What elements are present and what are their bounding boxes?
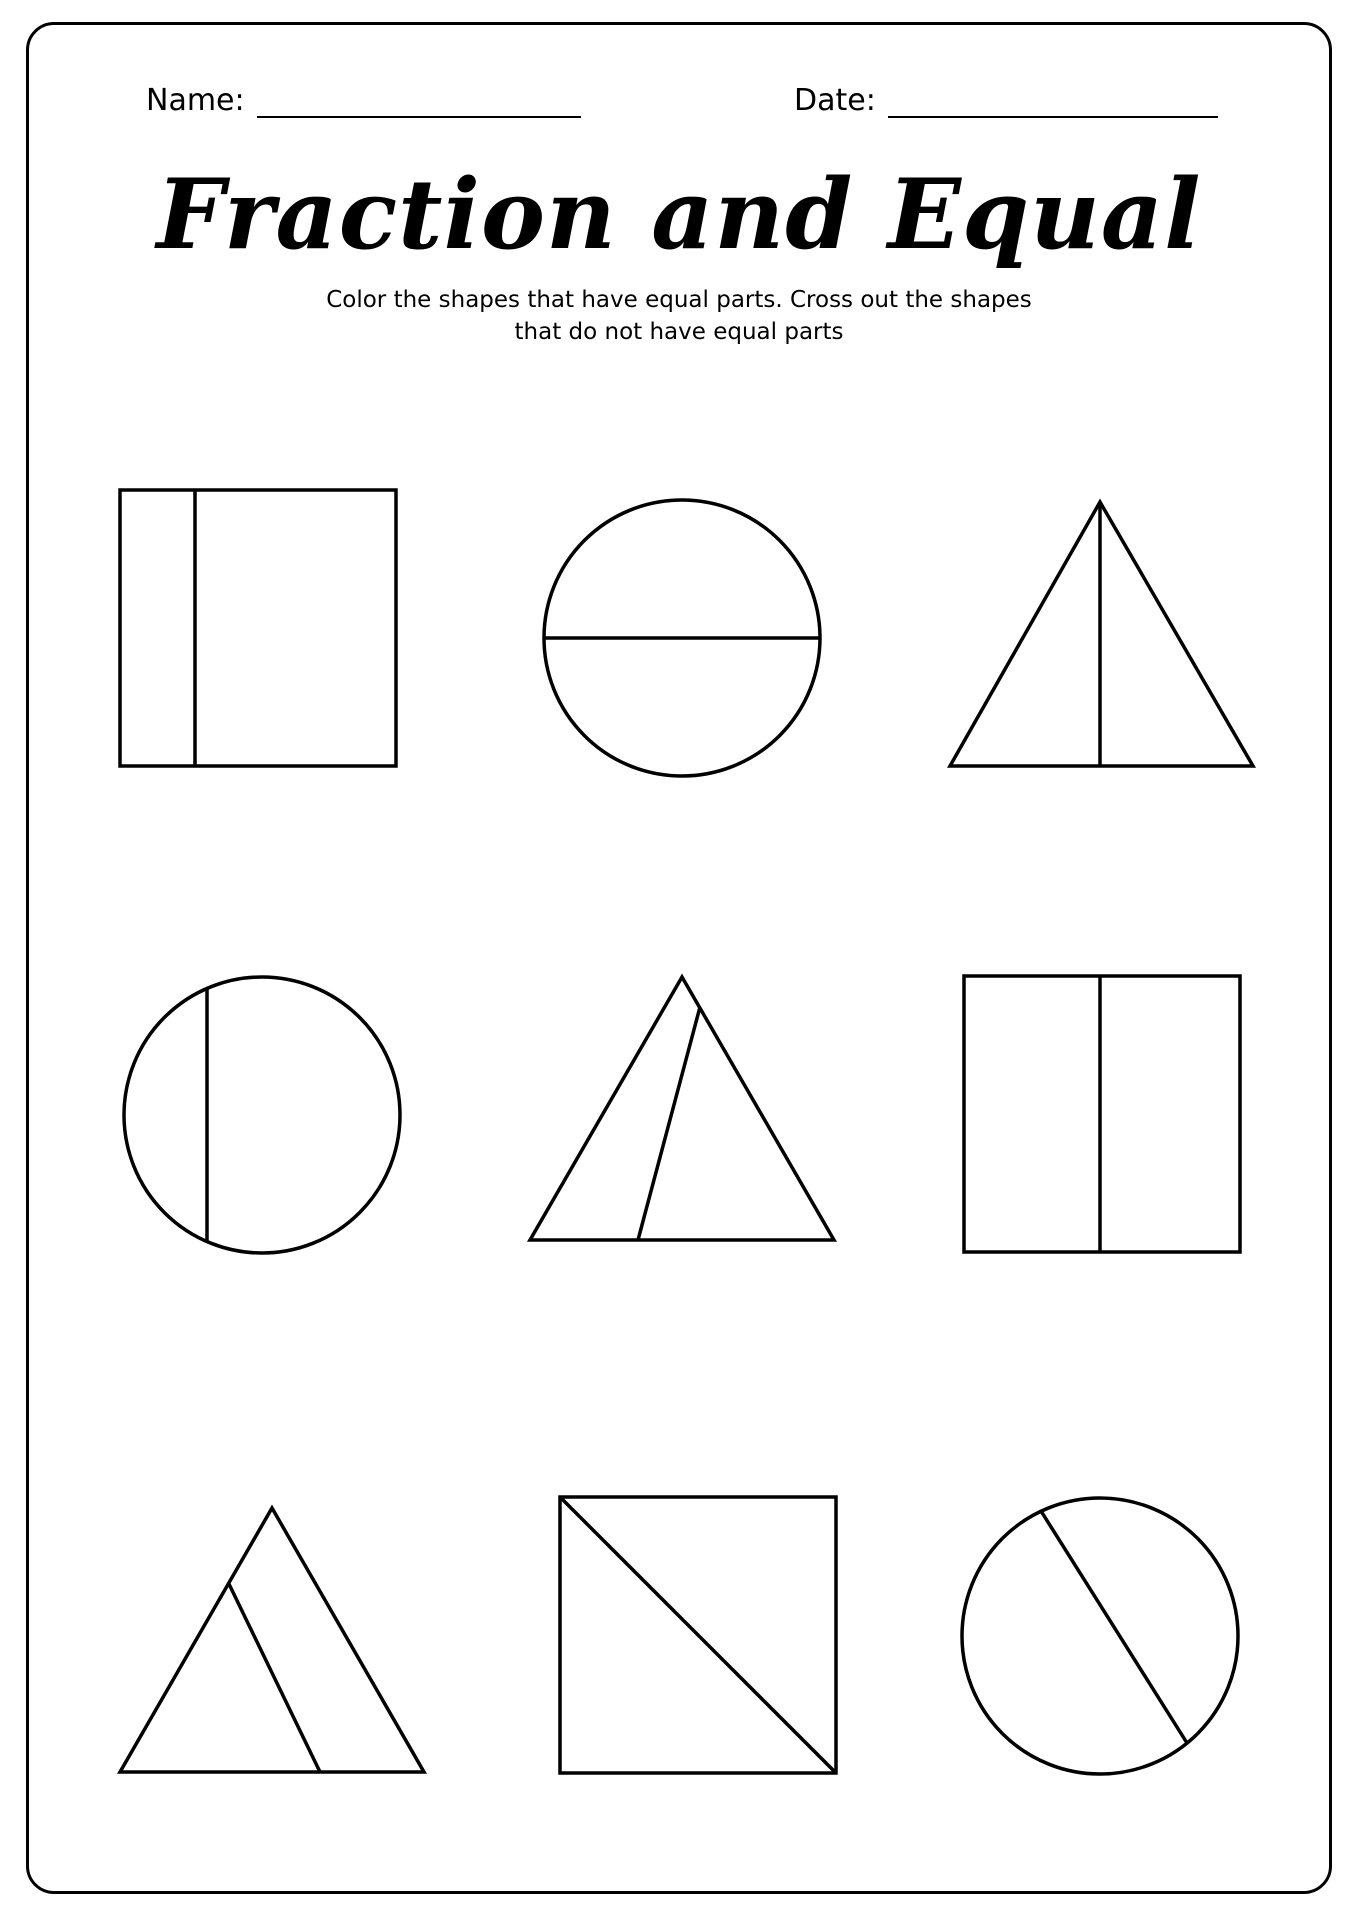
date-label: Date: — [794, 83, 876, 118]
shape-circle-equal-1[interactable] — [544, 500, 820, 776]
shape-triangle-unequal-3[interactable] — [120, 1508, 424, 1772]
shape-triangle-unequal-2[interactable] — [530, 977, 834, 1240]
shape-circle-unequal-2[interactable] — [124, 977, 400, 1253]
shape-circle-unequal-3[interactable] — [962, 1498, 1238, 1774]
shape-square-unequal-1[interactable] — [120, 490, 396, 766]
shape-square-equal-2[interactable] — [964, 976, 1240, 1252]
worksheet-title: Fraction and Equal — [156, 158, 1202, 271]
shape-square-diagonal-3[interactable] — [560, 1497, 836, 1773]
name-label: Name: — [146, 83, 245, 118]
shape-triangle-equal-1[interactable] — [950, 502, 1253, 766]
instructions-line-1: Color the shapes that have equal parts. Cross out the shapes — [326, 287, 1032, 313]
instructions-line-2: that do not have equal parts — [514, 319, 844, 345]
